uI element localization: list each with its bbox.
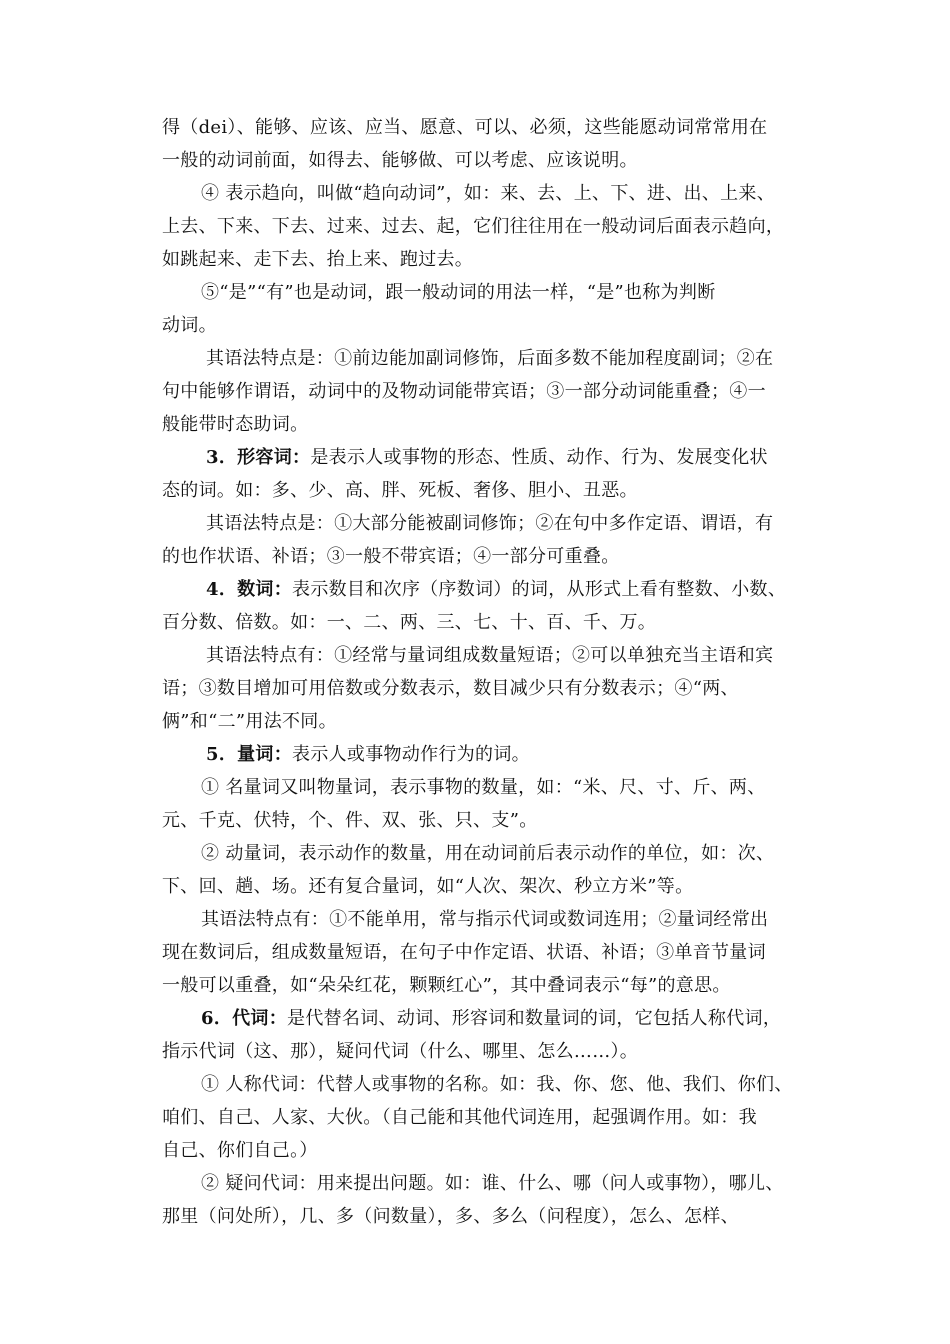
text-line: 指示代词（这、那），疑问代词（什么、哪里、怎么……）。 <box>162 1041 639 1062</box>
section-heading-line <box>201 1008 781 1030</box>
text-line: 俩”和“二”用法不同。 <box>162 711 337 732</box>
text-segment: 表示人或事物动作行为的词。 <box>292 744 530 765</box>
text-line: 其语法特点有：①经常与量词组成数量短语；②可以单独充当主语和宾 <box>206 645 774 666</box>
section-heading-line <box>206 447 768 469</box>
section-heading-line <box>206 579 786 601</box>
section-heading: 6．代词： <box>201 1008 288 1029</box>
text-line: 的也作状语、补语；③一般不带宾语；④一部分可重叠。 <box>162 546 620 567</box>
section-heading: 4．数词： <box>206 579 293 600</box>
text-line: 咱们、自己、人家、大伙。（自己能和其他代词连用，起强调作用。如：我 <box>162 1107 757 1128</box>
text-line: 下、回、趟、场。还有复合量词，如“人次、架次、秒立方米”等。 <box>162 876 694 897</box>
text-line: 句中能够作谓语，动词中的及物动词能带宾语；③一部分动词能重叠；④一 <box>162 381 766 402</box>
text-line: 动词。 <box>162 315 217 336</box>
text-line: 元、千克、伏特，个、件、双、张、只、支”。 <box>162 810 538 831</box>
section-heading: 5．量词： <box>206 744 293 765</box>
text-segment: 是表示人或事物的形态、性质、动作、行为、发展变化状 <box>310 447 768 468</box>
text-line: ② 动量词，表示动作的数量，用在动词前后表示动作的单位，如：次、 <box>201 843 775 864</box>
text-line: 上去、下来、下去、过来、过去、起，它们往往用在一般动词后面表示趋向， <box>162 216 785 237</box>
text-line: 其语法特点有：①不能单用，常与指示代词或数词连用；②量词经常出 <box>201 909 769 930</box>
text-line: 其语法特点是：①大部分能被副词修饰；②在句中多作定语、谓语，有 <box>206 513 774 534</box>
text-line: ② 疑问代词：用来提出问题。如：谁、什么、哪（问人或事物），哪儿、 <box>201 1173 784 1194</box>
text-line: 般能带时态助词。 <box>162 414 309 435</box>
text-line: 自己、你们自己。） <box>162 1140 318 1161</box>
text-line: 语；③数目增加可用倍数或分数表示，数目减少只有分数表示；④“两、 <box>162 678 739 699</box>
text-line: ⑤“是”“有”也是动词，跟一般动词的用法一样，“是”也称为判断 <box>201 282 716 303</box>
text-line: 现在数词后，组成数量短语，在句子中作定语、状语、补语；③单音节量词 <box>162 942 766 963</box>
section-heading-line <box>206 744 530 766</box>
text-line: 百分数、倍数。如：一、二、两、三、七、十、百、千、万。 <box>162 612 657 633</box>
text-line: 如跳起来、走下去、抬上来、跑过去。 <box>162 249 474 270</box>
text-line: ④ 表示趋向，叫做“趋向动词”，如：来、去、上、下、进、出、上来、 <box>201 183 776 204</box>
text-line: 一般可以重叠，如“朵朵红花，颗颗红心”，其中叠词表示“每”的意思。 <box>162 975 731 996</box>
section-heading: 3．形容词： <box>206 447 311 468</box>
text-line: 得（dei）、能够、应该、应当、愿意、可以、必须，这些能愿动词常常用在 <box>162 117 768 138</box>
text-segment: 是代替名词、动词、形容词和数量词的词，它包括人称代词， <box>287 1008 782 1029</box>
text-line: ① 人称代词：代替人或事物的名称。如：我、你、您、他、我们、你们、 <box>201 1074 793 1095</box>
text-line: 一般的动词前面，如得去、能够做、可以考虑、应该说明。 <box>162 150 638 171</box>
text-segment: 表示数目和次序（序数词）的词，从形式上看有整数、小数、 <box>292 579 787 600</box>
text-line: 那里（问处所），几、多（问数量），多、多么（问程度），怎么、怎样、 <box>162 1206 739 1227</box>
text-line: 态的词。如：多、少、高、胖、死板、奢侈、胆小、丑恶。 <box>162 480 638 501</box>
text-line: ① 名量词又叫物量词，表示事物的数量，如：“米、尺、寸、斤、两、 <box>201 777 766 798</box>
text-line: 其语法特点是：①前边能加副词修饰，后面多数不能加程度副词；②在 <box>206 348 774 369</box>
